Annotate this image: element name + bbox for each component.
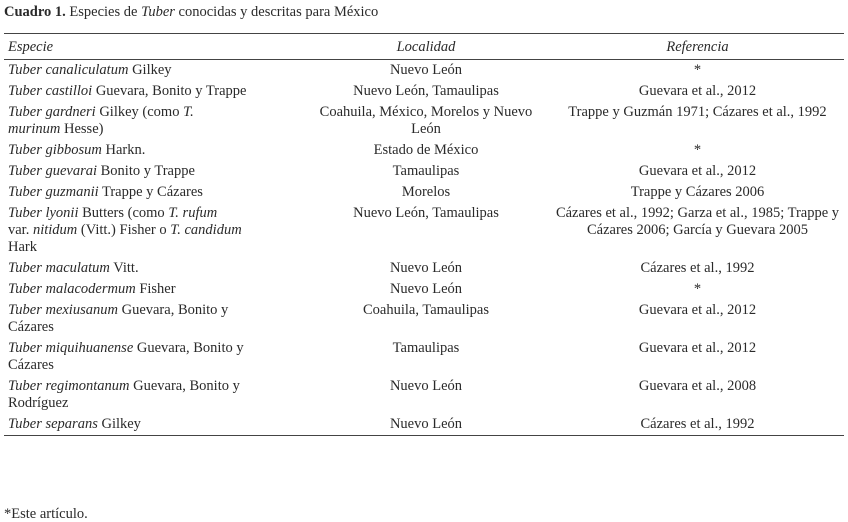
locality-cell: Nuevo León <box>389 260 463 276</box>
locality-cell: Coahuila, Tamaulipas <box>363 302 489 318</box>
species-name-text: Fisher <box>135 281 176 297</box>
species-cell <box>4 376 301 414</box>
caption-text-before: Especies de <box>65 4 142 20</box>
reference-cell: Cázares et al., 1992 <box>551 414 844 436</box>
locality-cell: Morelos <box>401 184 451 200</box>
locality-cell: Nuevo León, Tamaulipas <box>353 205 499 221</box>
species-cell <box>4 140 301 161</box>
table-row <box>4 338 844 376</box>
species-name-italic: Tuber mexiusanum <box>8 302 118 318</box>
species-name-text: Vitt. <box>109 260 139 276</box>
species-cell <box>4 182 301 203</box>
reference-cell: Guevara et al., 2008 <box>638 378 757 394</box>
species-cell <box>4 203 301 258</box>
species-name-italic: Tuber lyonii <box>8 205 79 221</box>
species-name-text: Hesse) <box>60 121 104 137</box>
species-name-text: Guevara, Bonito y <box>133 340 244 356</box>
species-cell <box>4 60 301 82</box>
species-name-text: Harkn. <box>101 142 146 158</box>
table-row <box>4 258 844 279</box>
species-cell <box>4 161 301 182</box>
species-name-italic: Tuber gardneri <box>8 104 96 120</box>
locality-cell: Nuevo León, Tamaulipas <box>353 83 499 99</box>
reference-cell: Cázares et al., 1992; Garza et al., 1985; Trappe y Cázares 2006; García y Guevara 2005 <box>555 205 840 238</box>
species-name-italic: T. <box>183 104 194 120</box>
species-cell <box>4 414 301 436</box>
species-name-italic: Tuber regimontanum <box>8 378 130 394</box>
species-cell <box>4 81 301 102</box>
footnote: *Este artículo. <box>4 506 88 522</box>
caption-genus: Tuber <box>141 4 175 20</box>
species-name-text: Butters (como <box>78 205 169 221</box>
locality-cell: Coahuila, México, Morelos y Nuevo León <box>319 104 533 137</box>
reference-cell: Cázares et al., 1992 <box>640 260 755 276</box>
header-species: Especie <box>4 34 301 60</box>
reference-cell: * <box>693 142 702 158</box>
table-caption <box>4 3 378 21</box>
reference-cell: Guevara et al., 2012 <box>638 340 757 356</box>
caption-text-after: conocidas y descritas para México <box>174 4 379 20</box>
table-header-row <box>4 34 844 60</box>
species-cell <box>4 279 301 300</box>
species-name-text: Gilkey <box>97 416 141 432</box>
species-name-text: Trappe y Cázares <box>98 184 203 200</box>
species-name-text: Cázares <box>8 357 54 373</box>
species-name-text: var. <box>8 222 33 238</box>
table-row <box>4 140 844 161</box>
species-name-text: Gilkey (como <box>95 104 184 120</box>
species-name-text: Cázares <box>8 319 54 335</box>
species-name-text: Guevara, Bonito y Trappe <box>92 83 247 99</box>
reference-cell: * <box>693 62 702 78</box>
species-name-italic: T. rufum <box>168 205 218 221</box>
species-name-italic: Tuber canaliculatum <box>8 62 129 78</box>
species-name-text: (Vitt.) Fisher o <box>77 222 171 238</box>
table-row <box>4 300 844 338</box>
reference-cell: Trappe y Cázares 2006 <box>630 184 765 200</box>
species-name-italic: nitidum <box>32 222 78 238</box>
species-name-italic: Tuber guevarai <box>8 163 98 179</box>
table-row <box>4 376 844 414</box>
species-cell <box>4 338 301 376</box>
reference-cell: Guevara et al., 2012 <box>638 83 757 99</box>
species-table <box>4 33 844 436</box>
species-name-text: Guevara, Bonito y <box>129 378 240 394</box>
species-name-italic: murinum <box>8 121 61 137</box>
reference-cell: Trappe y Guzmán 1971; Cázares et al., 1992 <box>568 104 827 120</box>
reference-cell: Guevara et al., 2012 <box>638 302 757 318</box>
species-cell <box>4 258 301 279</box>
species-name-italic: Tuber maculatum <box>8 260 110 276</box>
species-name-italic: Tuber malacodermum <box>8 281 136 297</box>
caption-label: Cuadro 1. <box>4 4 66 20</box>
species-name-text: Bonito y Trappe <box>97 163 195 179</box>
table-row <box>4 60 844 82</box>
table-body <box>4 60 844 436</box>
table-row <box>4 161 844 182</box>
species-cell <box>4 102 301 140</box>
species-name-italic: Tuber castilloi <box>8 83 93 99</box>
species-name-italic: Tuber separans <box>8 416 98 432</box>
species-name-text: Guevara, Bonito y <box>117 302 229 318</box>
species-name-italic: Tuber miquihuanense <box>8 340 134 356</box>
reference-cell: Guevara et al., 2012 <box>638 163 757 179</box>
species-name-italic: Tuber guzmanii <box>8 184 99 200</box>
locality-cell: Nuevo León <box>389 281 463 297</box>
header-reference: Referencia <box>551 34 844 60</box>
table-row <box>4 203 844 258</box>
locality-cell: Nuevo León <box>301 414 551 436</box>
table-row <box>4 182 844 203</box>
table-row <box>4 279 844 300</box>
species-cell <box>4 300 301 338</box>
table-row <box>4 81 844 102</box>
species-name-text: Rodríguez <box>8 395 69 411</box>
reference-cell: * <box>693 281 702 297</box>
locality-cell: Nuevo León <box>389 62 463 78</box>
header-locality: Localidad <box>301 34 551 60</box>
species-name-text: Gilkey <box>128 62 172 78</box>
locality-cell: Estado de México <box>373 142 479 158</box>
locality-cell: Tamaulipas <box>392 340 460 356</box>
table-row <box>4 102 844 140</box>
species-name-text: Hark <box>8 239 37 255</box>
species-name-italic: T. candidum <box>170 222 242 238</box>
locality-cell: Nuevo León <box>389 378 463 394</box>
table-row <box>4 414 844 436</box>
locality-cell: Tamaulipas <box>392 163 460 179</box>
species-name-italic: Tuber gibbosum <box>8 142 102 158</box>
